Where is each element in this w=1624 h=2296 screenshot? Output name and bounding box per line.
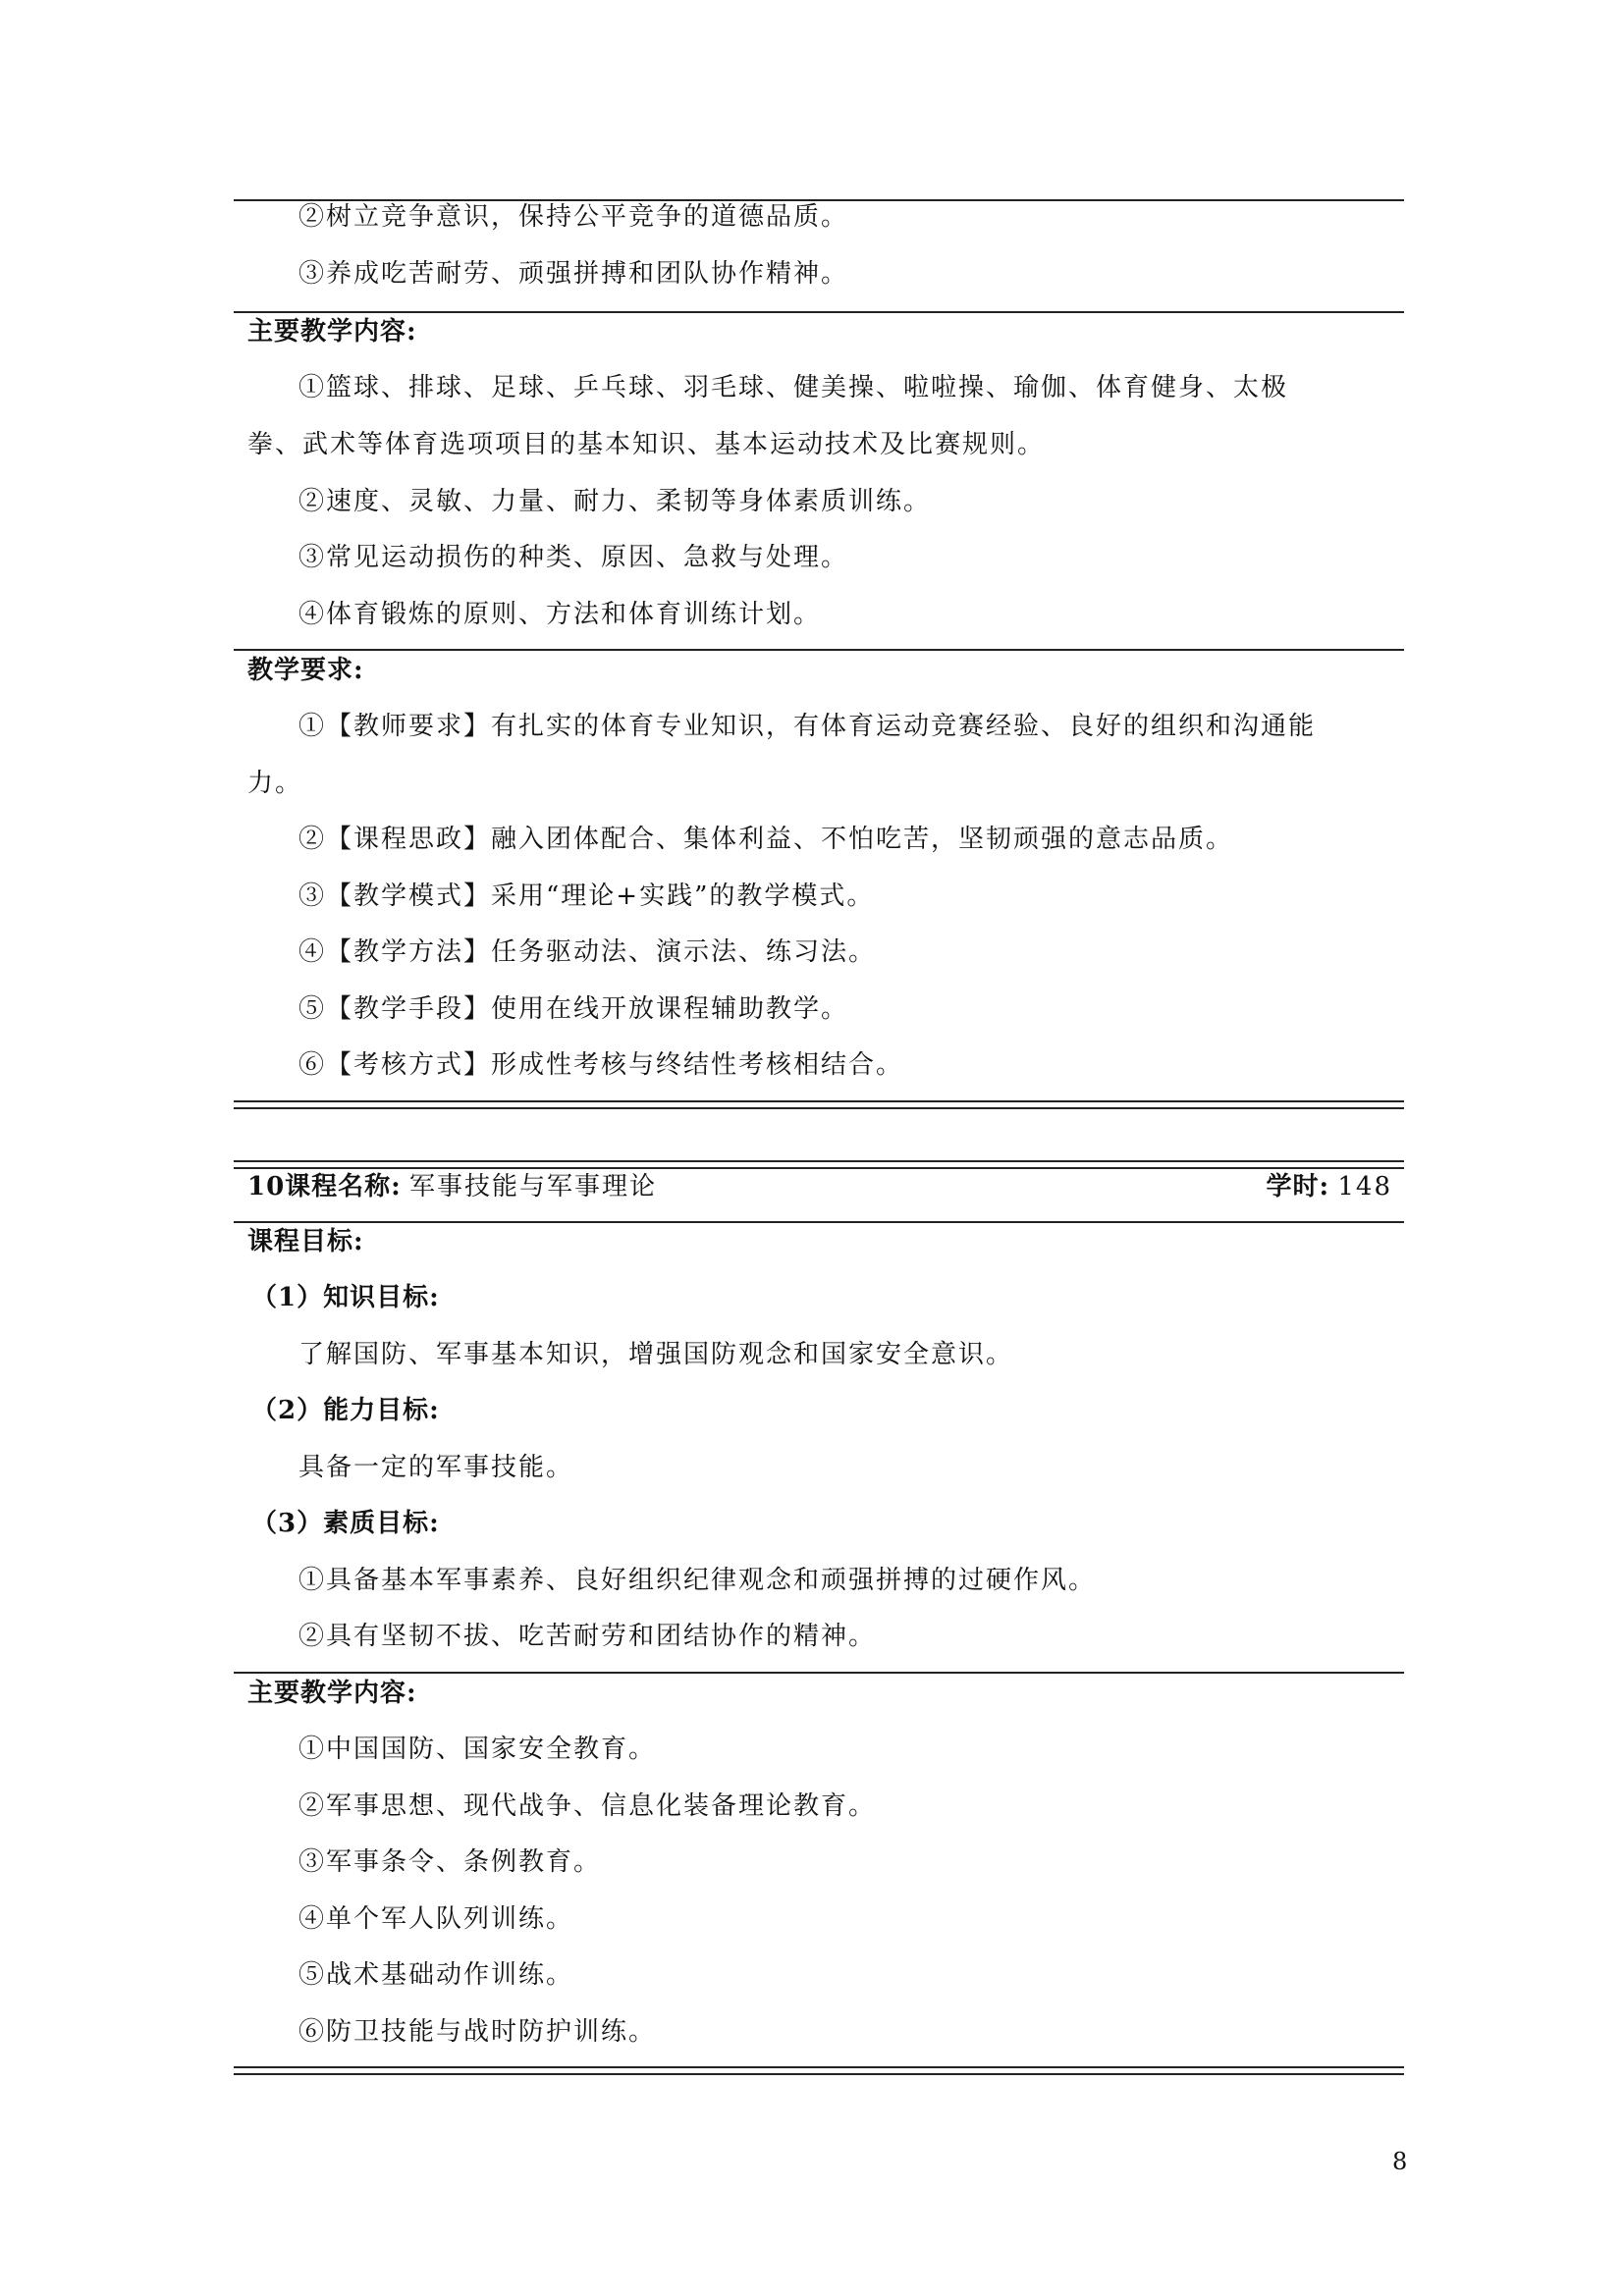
table-bottom-rule — [234, 1100, 1404, 1109]
quality-item: ②具有坚韧不拔、吃苦耐劳和团结协作的精神。 — [298, 1622, 877, 1651]
ability-text: 具备一定的军事技能。 — [298, 1453, 574, 1482]
document-page — [234, 0, 1404, 2296]
table-bottom-rule — [234, 2066, 1404, 2075]
requirement-item: ④【教学方法】任务驱动法、演示法、练习法。 — [298, 937, 877, 967]
requirement-item: ⑤【教学手段】使用在线开放课程辅助教学。 — [298, 994, 849, 1024]
quality-item: ①具备基本军事素养、良好组织纪律观念和顽强拼搏的过硬作风。 — [298, 1566, 1097, 1595]
hours-value: 148 — [1337, 1172, 1392, 1201]
ability-heading: （2）能力目标: — [251, 1396, 440, 1425]
content-item-continued: 拳、武术等体育选项项目的基本知识、基本运动技术及比赛规则。 — [247, 430, 1046, 459]
content-item: ⑤战术基础动作训练。 — [298, 1960, 574, 1990]
quality-heading: （3）素质目标: — [251, 1509, 440, 1538]
quality-item: ②树立竞争意识，保持公平竞争的道德品质。 — [298, 202, 849, 232]
page-number: 8 — [1392, 2148, 1408, 2175]
content-item: ⑥防卫技能与战时防护训练。 — [298, 2017, 657, 2047]
requirements-heading: 教学要求: — [247, 656, 364, 685]
requirement-item: ①【教师要求】有扎实的体育专业知识，有体育运动竞赛经验、良好的组织和沟通能 — [298, 712, 1317, 741]
knowledge-heading: （1）知识目标: — [251, 1283, 440, 1312]
content-item: ①篮球、排球、足球、乒乓球、羽毛球、健美操、啦啦操、瑜伽、体育健身、太极 — [298, 373, 1289, 402]
content-item: ④单个军人队列训练。 — [298, 1904, 574, 1934]
requirement-item: ②【课程思政】融入团体配合、集体利益、不怕吃苦，坚韧顽强的意志品质。 — [298, 825, 1234, 854]
content-item: ①中国国防、国家安全教育。 — [298, 1735, 657, 1764]
requirement-item-continued: 力。 — [247, 769, 303, 798]
content-item: ④体育锻炼的原则、方法和体育训练计划。 — [298, 600, 822, 629]
course-header-row — [234, 1158, 1404, 1215]
content-item: ③常见运动损伤的种类、原因、急救与处理。 — [298, 543, 849, 572]
hours-label: 学时: — [1266, 1172, 1330, 1201]
quality-item: ③养成吃苦耐劳、顽强拼搏和团队协作精神。 — [298, 259, 849, 289]
course-name-label: 10课程名称: — [247, 1172, 402, 1201]
requirement-item: ③【教学模式】采用“理论+实践”的教学模式。 — [298, 881, 875, 911]
content-item: ③军事条令、条例教育。 — [298, 1847, 602, 1877]
knowledge-text: 了解国防、军事基本知识，增强国防观念和国家安全意识。 — [298, 1340, 1014, 1369]
goal-heading: 课程目标: — [247, 1227, 364, 1256]
content-heading: 主要教学内容: — [247, 1679, 417, 1708]
content-item: ②军事思想、现代战争、信息化装备理论教育。 — [298, 1791, 877, 1821]
content-item: ②速度、灵敏、力量、耐力、柔韧等身体素质训练。 — [298, 487, 932, 516]
requirement-item: ⑥【考核方式】形成性考核与终结性考核相结合。 — [298, 1050, 904, 1080]
content-heading: 主要教学内容: — [247, 317, 417, 347]
course-name-value: 军事技能与军事理论 — [409, 1172, 658, 1201]
